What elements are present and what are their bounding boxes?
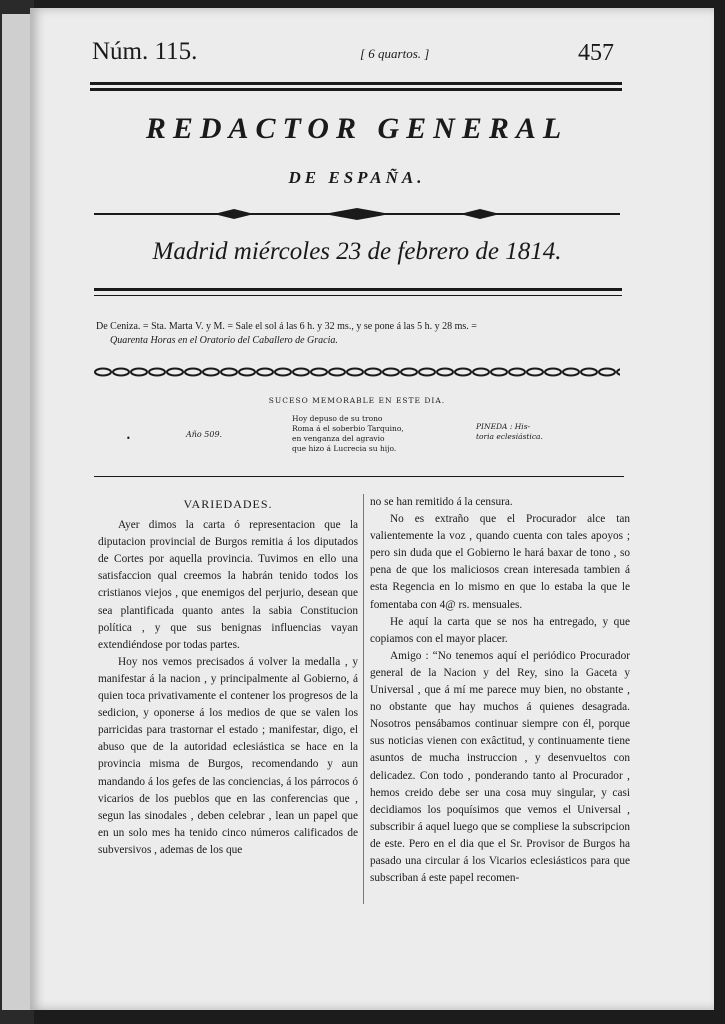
verse-line: que hizo á Lucrecia su hijo. [292, 444, 397, 453]
article-paragraph: no se han remitido á la censura. [370, 496, 513, 508]
left-column [98, 496, 358, 859]
right-column [370, 494, 630, 887]
article-paragraph: Hoy nos vemos precisados á volver la medalla , y manifestar á la nacion , y principalmente al Gobierno, á quien toca privativamente el contener los progresos de la sedicion, y oponerse á los medios de que se valen los parricidas para trastornar el estado ; manifestar, digo, el abuso que de la autoridad eclesiástica se hace en la provincia misma de Burgos, recomendando y aun mandando á los gefes de las conciencias, á los párrocos ó vicarios de los pueblos que en las conferencias que , segun las sinodales , deben celebrar , lean un papel que en un solo mes ha tenido cinco números calificados de subversivos , ademas de los que [98, 655, 358, 856]
issue-price: [ 6 quartos. ] [360, 46, 430, 61]
issue-number: Núm. 115. [92, 38, 198, 65]
page-number: 457 [578, 40, 614, 66]
calendar-line-1: De Ceniza. = Sta. Marta V. y M. = Sale el sol á las 6 h. y 32 ms., y se pone á las 5 h. y 28 ms. = [96, 321, 477, 332]
verse-line: Roma á el soberbio Tarquino, [292, 424, 404, 433]
article-paragraph: Ayer dimos la carta ó representacion que la diputacion provincial de Burgos remitia á los diputados de Cortes por aquella provincia. Tuvimos en ello una satisfaccion qual creemos la habrán tenido todos los cristianos viejos , que enemigos del perjurio, desean que sea plantificada quanto antes la sabia Constitucion política , y que sus benignas influencias vayan extendiéndose por todas partes. [98, 519, 358, 651]
column-divider [363, 494, 364, 904]
memorable-event-heading: SUCESO MEMORABLE EN ESTE DIA. [268, 396, 446, 405]
letter-paragraph: Amigo : “No tenemos aquí el periódico Procurador general de la Nacion y del Rey, sino la Gaceta y Universal , que á mí me parece muy bien, no obstante , no obstante que hay muchos á quienes desagrada. Nosotros pensábamos continuar siempre con él, porque sus noticias vienen con exâctitud, y continuamente tiene asuntos de mucha instruccion , y desenvueltos con delicadez. Con todo , ponderando tanto al Procurador , hemos creido debe ser una cosa muy singular, y casi decidiamos los poquísimos que vemos el Universal , subscribir á aquel luego que se compliese la subscripcion de este. Pero en el dia que el Sr. Provisor de Burgos ha pasado una circular á los Vicarios eclesiásticos para que subscriban á este papel recomen- [370, 649, 630, 885]
verse-line: Hoy depuso de su trono [292, 414, 383, 423]
article-paragraph: No es extraño que el Procurador alce tan valientemente la voz , quando cuenta con tales apoyos ; pero sin duda que el Gobierno le hará baxar de tono , so pena de que los maliciosos crean interesada tambien á esta Regencia en lo mismo en que lo estaba la que le fomentaba con 4@ rs. mensuales. [370, 513, 630, 611]
section-title: VARIEDADES. [183, 497, 273, 511]
calendar-notice [96, 320, 626, 348]
section-rule [94, 476, 624, 477]
bullet-mark: • [126, 434, 131, 443]
masthead-title: REDACTOR GENERAL [145, 112, 569, 145]
newspaper-page [30, 8, 714, 1010]
chain-ornament-rule [94, 366, 620, 378]
source-line: PINEDA : His- [476, 422, 531, 431]
memorable-event-year: Año 509. [186, 430, 223, 439]
masthead-subtitle: DE ESPAÑA. [288, 168, 426, 187]
source-line: toria eclesiástica. [476, 432, 543, 441]
article-paragraph: He aquí la carta que se nos ha entregado, y que copiamos con el mayor placer. [370, 615, 630, 645]
dateline: Madrid miércoles 23 de febrero de 1814. [152, 238, 562, 265]
memorable-event-verse [292, 414, 432, 454]
memorable-event-source [476, 422, 566, 442]
calendar-line-2: Quarenta Horas en el Oratorio del Caballero de Gracia. [110, 335, 338, 346]
header-rule [90, 82, 622, 91]
verse-line: en venganza del agravio [292, 434, 385, 443]
ornamental-rule [94, 208, 620, 220]
dateline-rule [94, 288, 622, 296]
